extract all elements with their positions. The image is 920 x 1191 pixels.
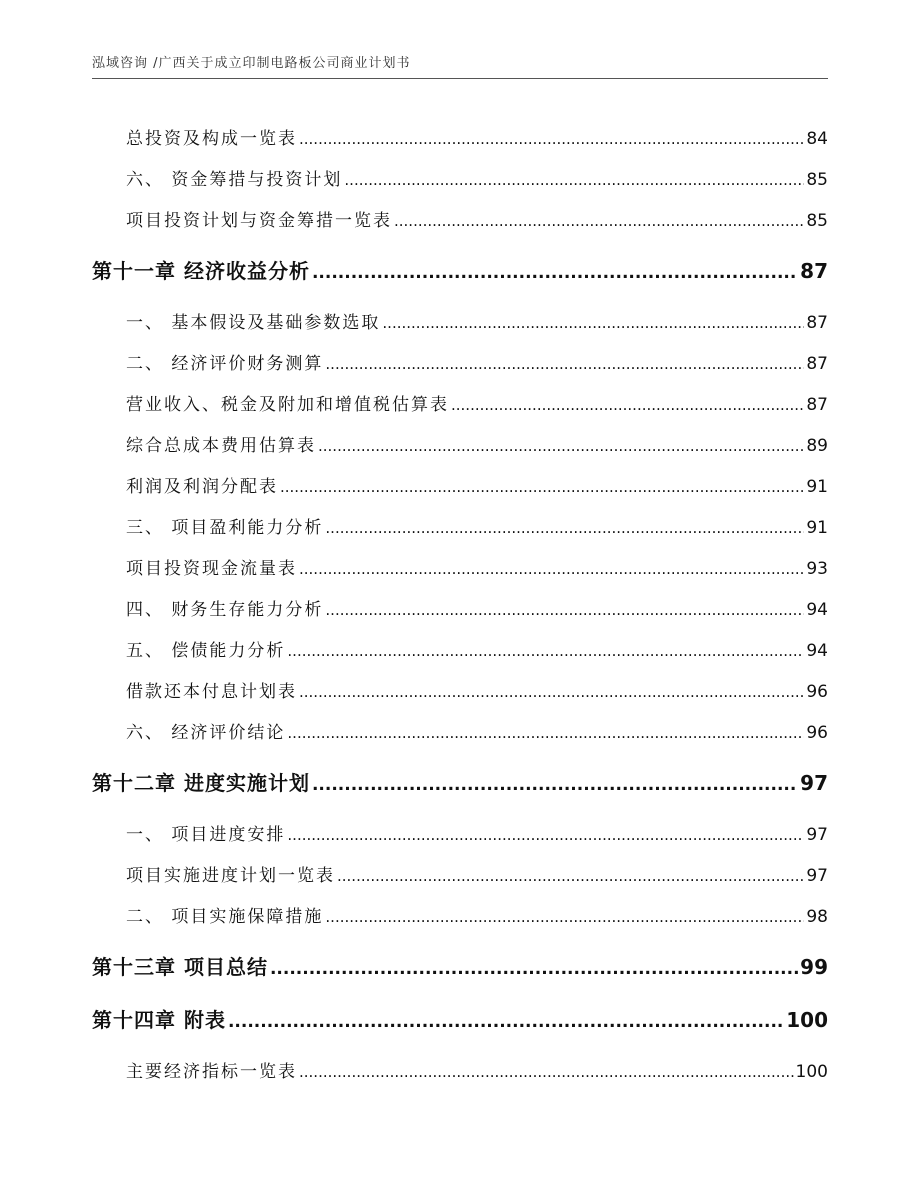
toc-entry-label: 三、 项目盈利能力分析 — [126, 518, 324, 538]
toc-leader-dots — [287, 642, 804, 660]
toc-entry-label: 主要经济指标一览表 — [126, 1062, 297, 1082]
toc-chapter-entry[interactable] — [92, 255, 828, 284]
toc-entry-label: 六、 经济评价结论 — [126, 723, 286, 743]
toc-entry-label: 一、 项目进度安排 — [126, 825, 286, 845]
toc-page-number: 94 — [806, 600, 828, 620]
toc-entry[interactable] — [126, 820, 828, 845]
toc-entry[interactable] — [126, 595, 828, 620]
toc-entry[interactable] — [126, 513, 828, 538]
running-header: 泓域咨询 /广西关于成立印制电路板公司商业计划书 — [92, 56, 411, 71]
toc-entry[interactable] — [126, 431, 828, 456]
toc-leader-dots — [299, 1063, 794, 1081]
toc-leader-dots — [325, 601, 804, 619]
toc-leader-dots — [270, 959, 798, 979]
toc-leader-dots — [318, 437, 804, 455]
toc-chapter-entry[interactable] — [92, 951, 828, 980]
toc-page-number: 97 — [806, 866, 828, 886]
toc-page-number: 91 — [806, 477, 828, 497]
toc-entry-label: 项目投资计划与资金筹措一览表 — [126, 211, 392, 231]
toc-entry[interactable] — [126, 861, 828, 886]
toc-entry[interactable] — [126, 472, 828, 497]
toc-page-number: 94 — [806, 641, 828, 661]
toc-page-number: 96 — [806, 723, 828, 743]
toc-entry-label: 借款还本付息计划表 — [126, 682, 297, 702]
toc-entry-label: 第十四章 附表 — [92, 1008, 226, 1032]
toc-entry-label: 营业收入、税金及附加和增值税估算表 — [126, 395, 449, 415]
toc-leader-dots — [325, 355, 804, 373]
toc-entry-label: 四、 财务生存能力分析 — [126, 600, 324, 620]
toc-entry[interactable] — [126, 165, 828, 190]
toc-entry[interactable] — [126, 554, 828, 579]
toc-entry-label: 项目投资现金流量表 — [126, 559, 297, 579]
toc-leader-dots — [228, 1012, 784, 1032]
toc-entry-label: 六、 资金筹措与投资计划 — [126, 170, 343, 190]
toc-entry-label: 二、 经济评价财务测算 — [126, 354, 324, 374]
toc-chapter-entry[interactable] — [92, 1004, 828, 1033]
toc-entry-label: 第十三章 项目总结 — [92, 955, 268, 979]
toc-entry-label: 第十二章 进度实施计划 — [92, 771, 310, 795]
toc-leader-dots — [312, 775, 798, 795]
toc-page-number: 97 — [800, 771, 828, 795]
toc-page-number: 91 — [806, 518, 828, 538]
toc-leader-dots — [299, 560, 804, 578]
toc-leader-dots — [394, 212, 804, 230]
toc-page-number: 87 — [800, 259, 828, 283]
toc-leader-dots — [337, 867, 804, 885]
toc-leader-dots — [280, 478, 804, 496]
toc-page-number: 99 — [800, 955, 828, 979]
toc-page-number: 93 — [806, 559, 828, 579]
toc-entry[interactable] — [126, 308, 828, 333]
toc-entry-label: 项目实施进度计划一览表 — [126, 866, 335, 886]
toc-page-number: 97 — [806, 825, 828, 845]
toc-leader-dots — [344, 171, 804, 189]
toc-entry[interactable] — [126, 636, 828, 661]
toc-page-number: 85 — [806, 211, 828, 231]
toc-page-number: 100 — [795, 1062, 828, 1082]
toc-entry-label: 总投资及构成一览表 — [126, 129, 297, 149]
toc-page-number: 85 — [806, 170, 828, 190]
toc-entry-label: 利润及利润分配表 — [126, 477, 278, 497]
toc-entry-label: 一、 基本假设及基础参数选取 — [126, 313, 381, 333]
toc-chapter-entry[interactable] — [92, 767, 828, 796]
toc-entry-label: 第十一章 经济收益分析 — [92, 259, 310, 283]
toc-entry[interactable] — [126, 1057, 828, 1082]
toc-page-number: 87 — [806, 395, 828, 415]
toc-leader-dots — [287, 724, 804, 742]
toc-entry-label: 二、 项目实施保障措施 — [126, 907, 324, 927]
toc-entry[interactable] — [126, 206, 828, 231]
toc-entry-label: 五、 偿债能力分析 — [126, 641, 286, 661]
toc-entry[interactable] — [126, 902, 828, 927]
toc-entry[interactable] — [126, 718, 828, 743]
toc-entry-label: 综合总成本费用估算表 — [126, 436, 316, 456]
toc-leader-dots — [287, 826, 804, 844]
toc-page-number: 89 — [806, 436, 828, 456]
toc-page-number: 87 — [806, 313, 828, 333]
toc-entry[interactable] — [126, 124, 828, 149]
toc-leader-dots — [325, 908, 804, 926]
toc-page-number: 98 — [806, 907, 828, 927]
toc-leader-dots — [451, 396, 804, 414]
toc-entry[interactable] — [126, 390, 828, 415]
toc-entry[interactable] — [126, 349, 828, 374]
toc-page-number: 84 — [806, 129, 828, 149]
toc-leader-dots — [325, 519, 804, 537]
toc-page-number: 87 — [806, 354, 828, 374]
toc-leader-dots — [312, 263, 798, 283]
toc-leader-dots — [382, 314, 804, 332]
toc-page-number: 100 — [786, 1008, 828, 1032]
toc-leader-dots — [299, 683, 804, 701]
toc-entry[interactable] — [126, 677, 828, 702]
toc-leader-dots — [299, 130, 804, 148]
toc-page-number: 96 — [806, 682, 828, 702]
